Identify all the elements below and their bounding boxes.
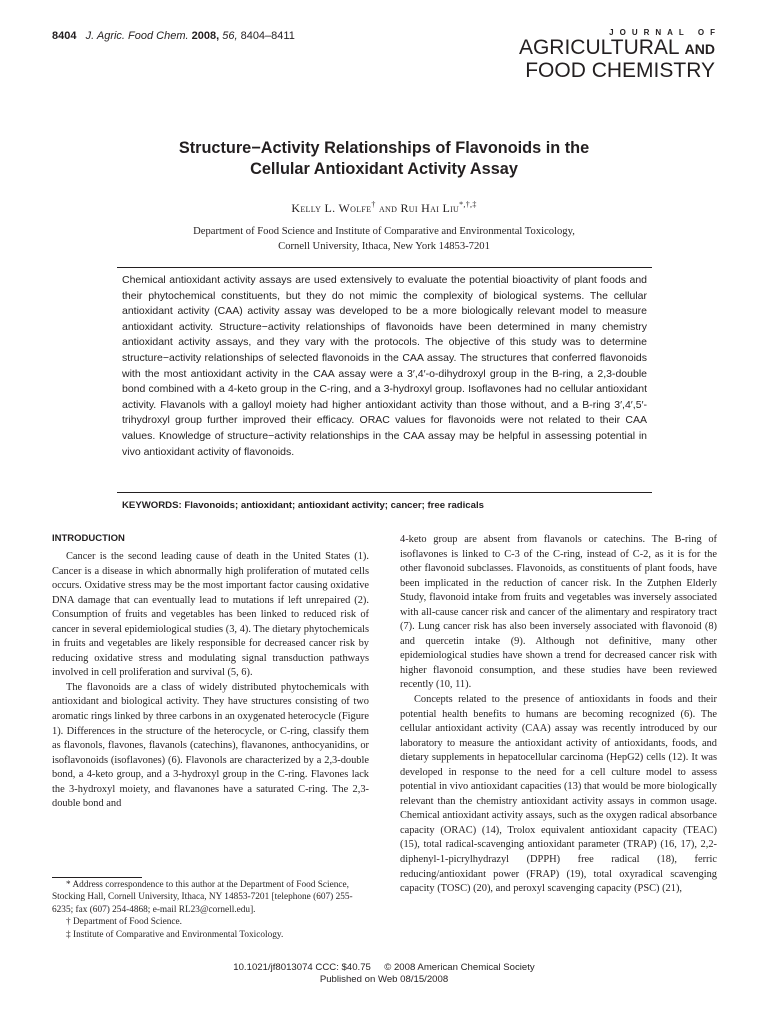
page-range: 8404–8411 [240, 30, 295, 42]
volume: 56, [222, 30, 238, 42]
footnote-rule [52, 877, 142, 878]
journal-abbrev: J. Agric. Food Chem. [85, 30, 189, 42]
footnote-dagger: † Department of Food Science. [66, 917, 182, 928]
logo-line2: FOOD CHEMISTRY [525, 59, 715, 82]
introduction-heading: INTRODUCTION [52, 533, 125, 544]
article-title [84, 138, 684, 180]
footer-doi-line: 10.1021/jf8013074 CCC: $40.75 © 2008 American Chemical Society [233, 962, 535, 973]
left-column [52, 533, 369, 812]
footnotes [52, 879, 369, 941]
logo-agricultural: AGRICULTURAL [518, 36, 679, 59]
affiliation-line1: Department of Food Science and Institute of Comparative and Environmental Toxicology, [193, 226, 575, 237]
title-line2: Cellular Antioxidant Activity Assay [250, 160, 518, 178]
logo-small-line: JOURNAL OF [609, 28, 721, 37]
affiliation [84, 225, 684, 254]
right-column [400, 533, 717, 897]
year: 2008, [191, 30, 220, 42]
abstract-bottom-rule [117, 492, 652, 493]
logo-and: AND [684, 41, 715, 57]
authors-and: and [378, 201, 398, 215]
author-1-marks: † [371, 200, 376, 209]
abstract-top-rule [117, 267, 652, 268]
abstract: Chemical antioxidant activity assays are used extensively to evaluate the potential bioactivity of plant foods and their phytochemical constituents, but they do not mimic the complexity of biological systems. The cellular antioxidant activity (CAA) activity assay was developed to be a more biologically relevant model to measure antioxidant activity. Structure−activity relationships of flavonoids have been determined in many chemistry antioxidant activity assays, and they vary with the protocols. The objective of this study was to determine structure−activity relationships of selected flavonoids in the CAA assay. The structures that conferred flavonoids with the most antioxidant activity in the CAA assay were a 3′,4′-o-dihydroxyl group in the B-ring, a 2,3-double bond combined with a 4-keto group in the C-ring, and a 3-hydroxyl group. Isoflavones had no cellular antioxidant activity. Flavanols with a galloyl moiety had higher antioxidant activity than those without, and a B-ring 3′,4′,5′-trihydroxyl group further improved their efficacy. ORAC values for flavonoids were not related to their CAA values. Knowledge of structure−activity relationships in the CAA assay may be helpful in assessing potential in vivo antioxidant activity of flavonoids. [122, 274, 647, 458]
running-header [52, 30, 295, 42]
right-paragraph-2: Concepts related to the presence of antioxidants in foods and their potential health benefits to humans are becoming recognized (6). The cellular antioxidant activity (CAA) assay was recently introduced by our laboratory to measure the antioxidant activity of antioxidants, foods, and dietary supplements in hepatocellular carcinoma (HepG2) cells (12). It was developed in response to the need for a cell culture model to assess potential in vivo antioxidant capacities (13) that would be more biologically relevant than the chemistry antioxidant activity assays in common usage. Chemical antioxidant activity assays, such as the oxygen radical absorbance capacity (ORAC) (14), Trolox equivalent antioxidant capacity (TEAC) (15), total radical-scavenging antioxidant parameter (TRAP) (16, 17), 2,2-diphenyl-1-picrylhydrazyl (DPPH) free radical (18), ferric reducing/antioxidant power (FRAP) (19), total oxyradical scavenging capacity (TOSC) (20), and peroxyl scavenging capacity (PSC) (21), [400, 694, 717, 895]
journal-logo [497, 28, 721, 82]
left-paragraph-2: The flavonoids are a class of widely distributed phytochemicals with antioxidant and biological activity. They have structures consisting of two aromatic rings linked by three carbons in an oxygenated heterocycle (Figure 1). Differences in the structure of the heterocycle, or C-ring, classify them as flavonols, flavones, flavanols (catechins), flavanones, anthocyanidins, or isoflavonoids (isoflavones) (6). Flavonols are characterized by a 2,3-double bond, a 4-keto group, and a 3-hydroxyl group in the C-ring. Flavones lack the 3-hydroxyl moiety, and flavanones have a saturated C-ring. The 2,3-double bond and [52, 681, 369, 810]
authors [84, 200, 684, 216]
page-footer [0, 962, 768, 986]
affiliation-line2: Cornell University, Ithaca, New York 14853-7201 [278, 240, 490, 252]
logo-line1 [497, 37, 715, 60]
author-1: Kelly L. Wolfe [291, 201, 372, 215]
keywords: KEYWORDS: Flavonoids; antioxidant; antioxidant activity; cancer; free radicals [122, 500, 484, 511]
page-number: 8404 [52, 30, 77, 42]
left-paragraph-1: Cancer is the second leading cause of death in the United States (1). Cancer is a disease in which abnormally high proliferation of mutated cells occurs. Oxidative stress may be the most important factor causing oxidative DNA damage that can eventually lead to mutations if left unrepaired (2). Consumption of fruits and vegetables has been linked to reduced risk of cancer in several epidemiological studies (3, 4). The dietary phytochemicals in fruits and vegetables are likely responsible for decreased cancer risk by reducing oxidative stress and modulating signal transduction pathways involved in cell proliferation and survival (5, 6). [52, 551, 369, 679]
author-2: Rui Hai Liu [400, 201, 460, 215]
footnote-double-dagger: ‡ Institute of Comparative and Environmental Toxicology. [66, 929, 284, 940]
footnote-corresponding: * Address correspondence to this author at the Department of Food Science, Stocking Hall, Cornell University, Ithaca, NY 14853-7201 [telephone (607) 255-6235; fax (607) 254-4868; e-mail RL23@cornell.edu]. [52, 880, 353, 915]
footer-published-line: Published on Web 08/15/2008 [319, 974, 449, 985]
title-line1: Structure−Activity Relationships of Flavonoids in the [178, 139, 590, 157]
right-paragraph-1: 4-keto group are absent from flavanols or catechins. The B-ring of isoflavones is linked to C-3 of the C-ring, instead of C-2, as it is for the other flavonoid subclasses. Flavonoids, as constituents of plant foods, have been implicated in the reduction of cancer risk. In the Zutphen Elderly Study, flavonoid intake from fruits and vegetables was inversely associated with all-cause cancer risk and cancer of the alimentary and respiratory tract (7). Lung cancer risk has also been inversely associated with flavonoid (8) and quercetin intake (9). Although not definitive, many other epidemiological studies have shown a trend for decreased cancer risk with higher flavonoid consumption, and these studies have been reviewed recently (10, 11). [400, 534, 717, 691]
author-2-marks: *,†,‡ [459, 200, 477, 209]
